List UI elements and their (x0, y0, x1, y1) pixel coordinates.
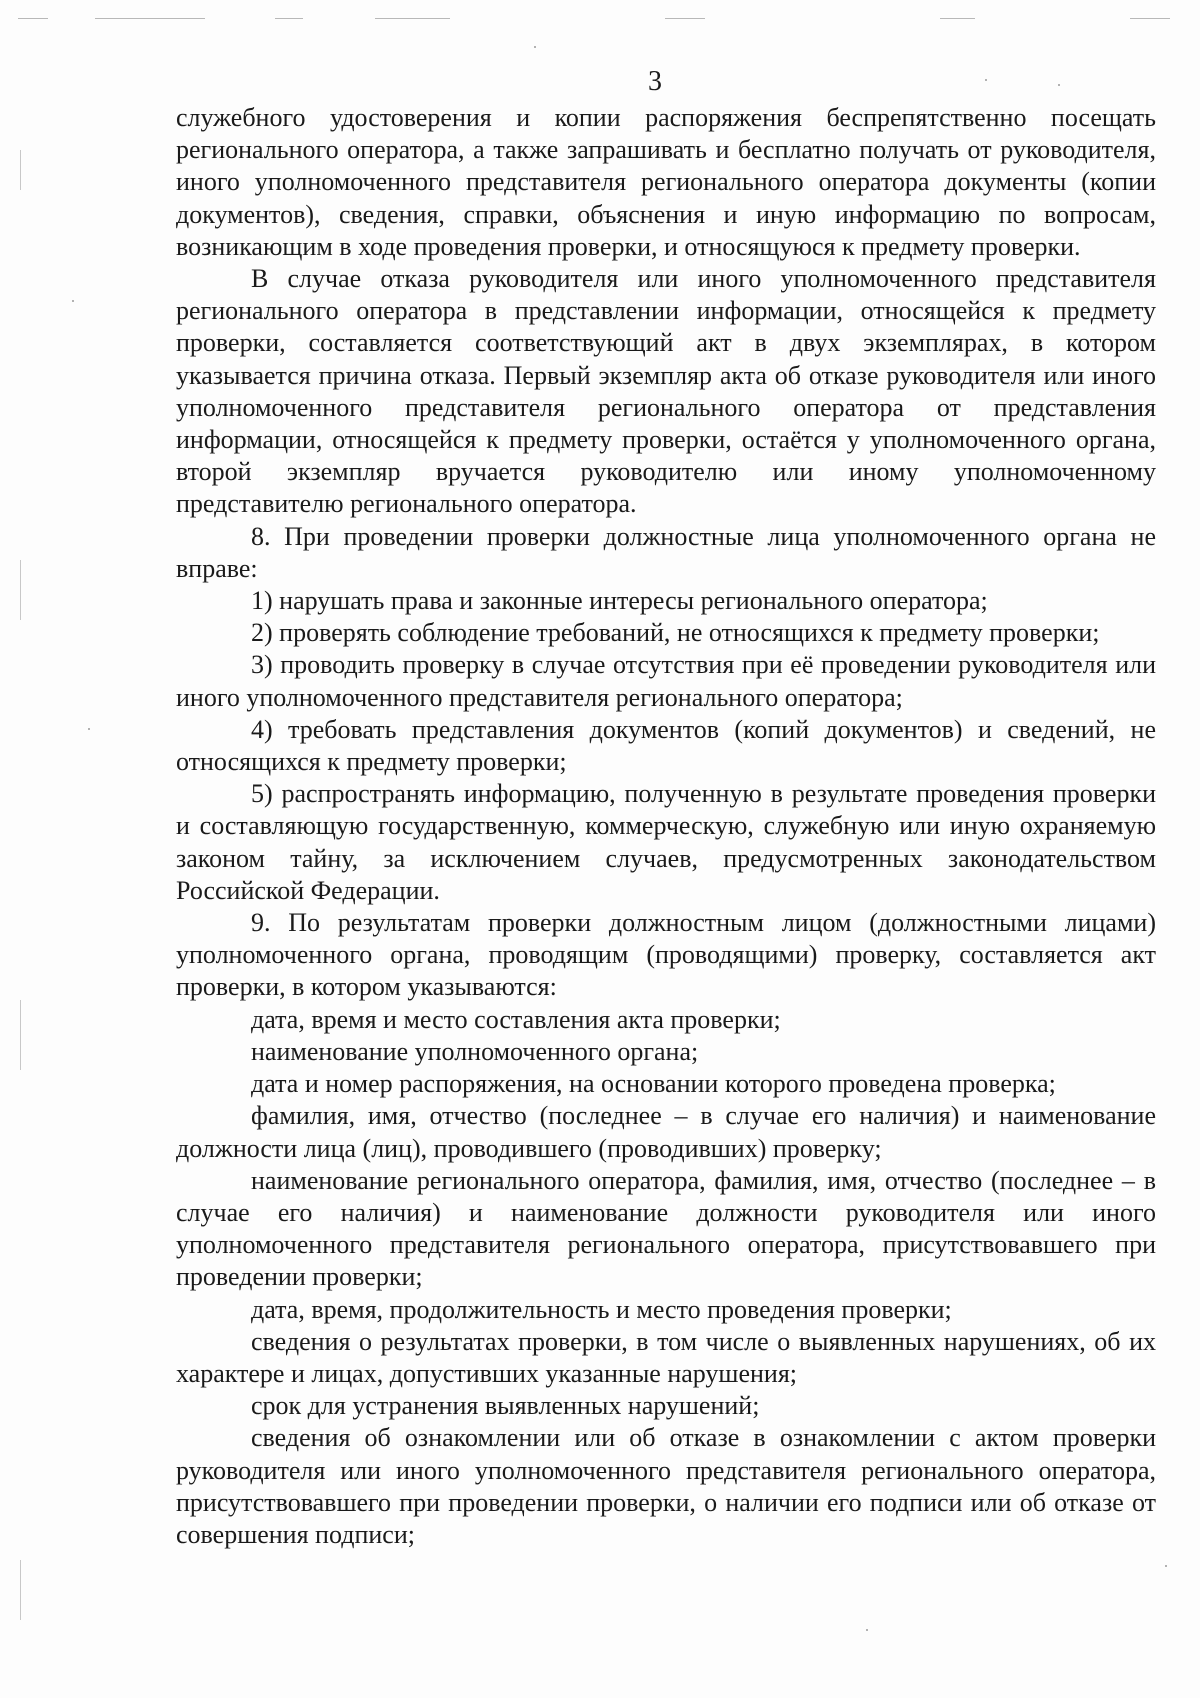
list-item: наименование уполномоченного органа; (251, 1036, 699, 1066)
list-item: сведения об ознакомлении или об отказе в ознакомлении с актом проверки руководителя или иного уполномоченного представителя регионального оператора, присутствовавшего при проведении проверки, о наличии его подписи или об отказе от совершения подписи; (176, 1423, 1156, 1549)
scan-artifact (665, 18, 705, 19)
scan-artifact (275, 18, 303, 19)
scan-artifact (18, 18, 48, 19)
list-item: дата, время и место составления акта проверки; (251, 1004, 781, 1034)
list-item: сведения о результатах проверки, в том числе о выявленных нарушениях, об их характере и лицах, допустивших указанные нарушения; (176, 1326, 1156, 1388)
list-item: дата и номер распоряжения, на основании которого проведена проверка; (251, 1069, 1056, 1099)
scan-artifact (20, 560, 21, 620)
paragraph: 9. По результатам проверки должностным лицом (должностными лицами) уполномоченного органа, проводящим (проводящими) проверку, составляется акт проверки, в котором указываются: (176, 908, 1156, 1002)
scan-artifact (1130, 18, 1170, 19)
scan-artifact (72, 300, 74, 302)
scan-artifact (88, 728, 90, 730)
scan-artifact (866, 1629, 868, 1631)
scan-artifact (534, 46, 536, 48)
list-item: фамилия, имя, отчество (последнее – в случае его наличия) и наименование должности лица (лиц), проводившего (проводивших) проверку; (176, 1101, 1156, 1163)
list-item: 4) требовать представления документов (копий документов) и сведений, не относящихся к предмету проверки; (176, 714, 1156, 777)
list-item: 3) проводить проверку в случае отсутствия при её проведении руководителя или иного уполномоченного представителя регионального оператора; (176, 650, 1156, 712)
paragraph: служебного удостоверения и копии распоряжения беспрепятственно посещать регионального оператора, а также запрашивать и бесплатно получать от руководителя, иного уполномоченного представителя регионального оператора документы (копии документов), сведения, справки, объяснения и иную информацию по вопросам, возникающим в ходе проведения проверки, и относящуюся к предмету проверки. (176, 103, 1156, 261)
paragraph: В случае отказа руководителя или иного уполномоченного представителя регионального оператора в представлении информации, относящейся к предмету проверки, составляется соответствующий акт в двух экземплярах, в котором указывается причина отказа. Первый экземпляр акта об отказе руководителя или иного уполномоченного представителя регионального оператора от представления информации, относящейся к предмету проверки, остаётся у уполномоченного органа, второй экземпляр вручается руководителю или иному уполномоченному представителю регионального оператора. (176, 264, 1156, 519)
list-item: срок для устранения выявленных нарушений; (251, 1391, 760, 1421)
document-body (176, 102, 1156, 1551)
list-item: 5) распространять информацию, полученную в результате проведения проверки и составляющую государственную, коммерческую, служебную или иную охраняемую законом тайну, за исключением случаев, предусмотренных законодательством Российской Федерации. (176, 779, 1156, 905)
page-number: 3 (648, 66, 662, 97)
scan-artifact (20, 1000, 21, 1070)
list-item: 1) нарушать права и законные интересы регионального оператора; (251, 586, 988, 616)
scan-artifact (940, 18, 975, 19)
list-item: дата, время, продолжительность и место проведения проверки; (251, 1294, 952, 1324)
scan-artifact (1165, 1565, 1167, 1567)
scan-artifact (375, 18, 450, 19)
scan-artifact (20, 150, 21, 190)
paragraph: 8. При проведении проверки должностные лица уполномоченного органа не вправе: (176, 521, 1156, 583)
list-item: наименование регионального оператора, фамилия, имя, отчество (последнее – в случае его наличия) и наименование должности руководителя или иного уполномоченного представителя регионального оператора, присутствовавшего при проведении проверки; (176, 1165, 1156, 1292)
scan-artifact (20, 1560, 21, 1620)
list-item: 2) проверять соблюдение требований, не относящихся к предмету проверки; (251, 618, 1100, 648)
scan-artifact (95, 18, 205, 19)
